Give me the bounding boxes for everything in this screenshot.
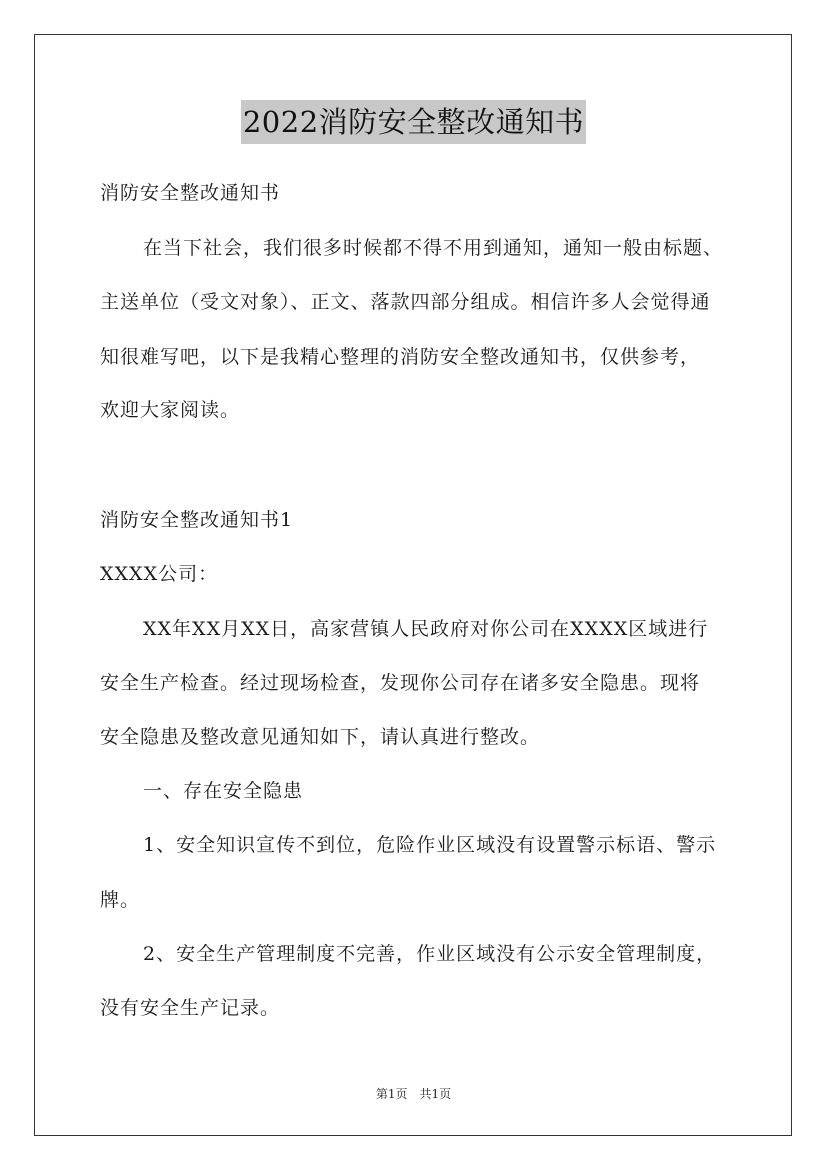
paragraph-line: 在当下社会，我们很多时候都不得不用到通知，通知一般由标题、 <box>143 237 724 259</box>
paragraph-line: 知很难写吧，以下是我精心整理的消防安全整改通知书，仅供参考， <box>100 346 701 368</box>
paragraph-line: 安全生产检查。经过现场检查，发现你公司存在诸多安全隐患。现将 <box>100 672 701 694</box>
paragraph-line: 主送单位（受文对象）、正文、落款四部分组成。相信许多人会觉得通 <box>100 291 711 313</box>
list-item-line: 2、安全生产管理制度不完善，作业区域没有公示安全管理制度， <box>143 943 717 965</box>
notice-heading: 消防安全整改通知书1 <box>100 509 294 531</box>
paragraph-line: XX年XX月XX日，高家营镇人民政府对你公司在XXXX区域进行 <box>143 618 709 640</box>
title-container <box>0 100 827 144</box>
list-item-line: 牌。 <box>100 889 141 911</box>
recipient-line: XXXX公司： <box>100 563 219 585</box>
list-item-line: 没有安全生产记录。 <box>100 997 281 1019</box>
paragraph-line: 安全隐患及整改意见通知如下，请认真进行整改。 <box>100 726 541 748</box>
paragraph-line: 欢迎大家阅读。 <box>100 399 241 421</box>
list-item-line: 1、安全知识宣传不到位，危险作业区域没有设置警示标语、警示 <box>143 834 717 856</box>
document-title: 2022消防安全整改通知书 <box>241 100 586 144</box>
section-heading: 消防安全整改通知书 <box>100 182 281 204</box>
page-number: 第1页 共1页 <box>375 1087 452 1101</box>
subsection-heading: 一、存在安全隐患 <box>143 780 304 802</box>
